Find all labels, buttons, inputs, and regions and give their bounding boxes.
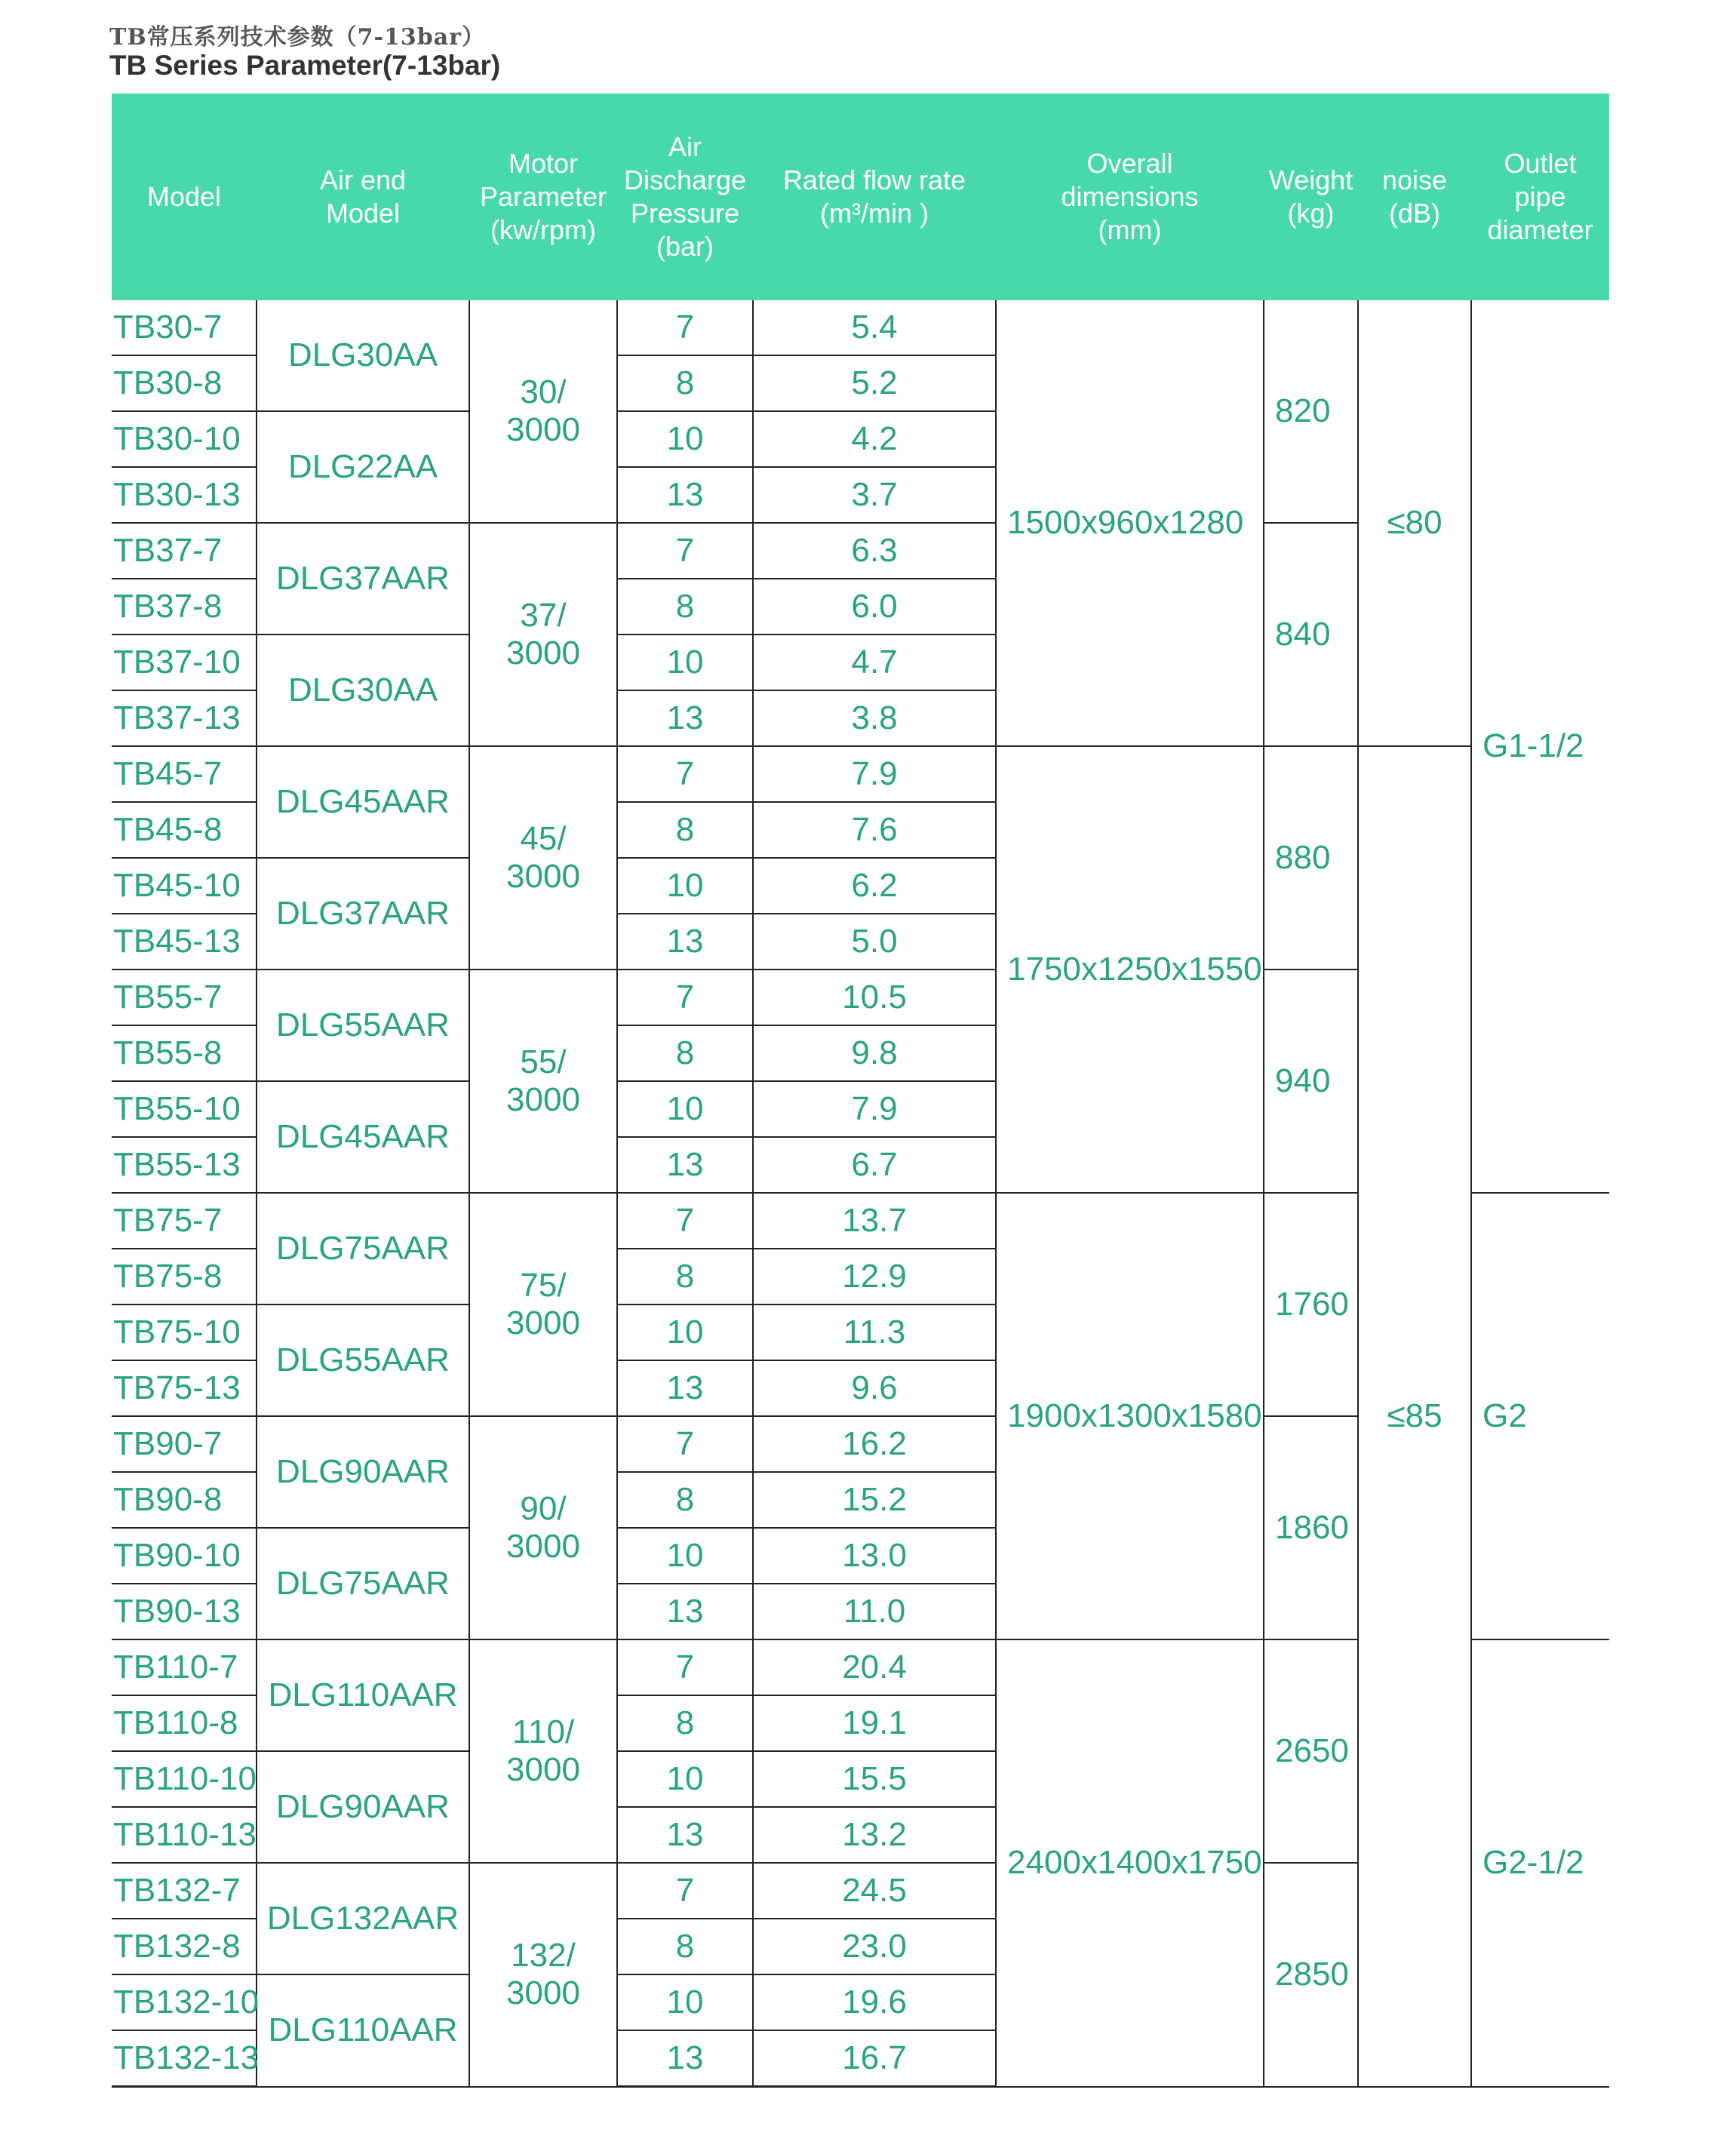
header-line: (m³/min )	[820, 198, 929, 229]
model-cell: TB132-10	[112, 1974, 257, 2030]
flow-rate-cell: 6.3	[753, 523, 996, 579]
model-cell: TB132-8	[112, 1919, 257, 1974]
weight-cell: 1860	[1264, 1416, 1358, 1639]
header-line: Rated flow rate	[782, 164, 966, 195]
header-discharge-pressure	[617, 94, 753, 300]
motor-parameter-cell	[469, 300, 617, 523]
pressure-cell: 7	[617, 1416, 753, 1472]
weight-cell: 940	[1264, 970, 1358, 1193]
outlet-diameter-cell: G2	[1471, 1193, 1609, 1639]
pressure-cell: 13	[617, 1807, 753, 1863]
pressure-cell: 13	[617, 1360, 753, 1416]
flow-rate-cell: 3.8	[753, 690, 996, 746]
dimensions-cell: 1900x1300x1580	[996, 1193, 1264, 1639]
model-cell: TB110-8	[112, 1695, 257, 1751]
air-end-cell: DLG22AA	[257, 411, 469, 523]
model-cell: TB45-13	[112, 914, 257, 970]
table-row	[112, 746, 1609, 802]
pressure-cell: 10	[617, 635, 753, 690]
header-model	[112, 94, 257, 300]
model-cell: TB55-10	[112, 1081, 257, 1137]
flow-rate-cell: 6.0	[753, 579, 996, 635]
flow-rate-cell: 15.5	[753, 1751, 996, 1807]
noise-cell: ≤85	[1358, 746, 1471, 2087]
model-cell: TB45-8	[112, 802, 257, 858]
weight-cell: 2850	[1264, 1863, 1358, 2087]
table-body	[112, 300, 1609, 2087]
pressure-cell: 8	[617, 1249, 753, 1304]
weight-cell: 840	[1264, 523, 1358, 746]
motor-parameter-cell	[469, 970, 617, 1193]
pressure-cell: 10	[617, 1081, 753, 1137]
motor-parameter-line: 3000	[506, 411, 580, 448]
model-cell: TB30-10	[112, 411, 257, 467]
air-end-cell: DLG132AAR	[257, 1863, 469, 1974]
pressure-cell: 13	[617, 1137, 753, 1193]
pressure-cell: 10	[617, 1304, 753, 1360]
pressure-cell: 8	[617, 1472, 753, 1528]
noise-cell: ≤80	[1358, 300, 1471, 746]
model-cell: TB75-8	[112, 1249, 257, 1304]
pressure-cell: 10	[617, 1751, 753, 1807]
model-cell: TB75-13	[112, 1360, 257, 1416]
outlet-diameter-cell: G1-1/2	[1471, 300, 1609, 1193]
motor-parameter-cell	[469, 523, 617, 746]
model-cell: TB90-8	[112, 1472, 257, 1528]
motor-parameter-line: 132/	[511, 1937, 576, 1974]
model-cell: TB30-13	[112, 467, 257, 523]
model-cell: TB110-7	[112, 1639, 257, 1695]
pressure-cell: 7	[617, 1193, 753, 1249]
flow-rate-cell: 11.3	[753, 1304, 996, 1360]
pressure-cell: 8	[617, 579, 753, 635]
air-end-cell: DLG45AAR	[257, 1081, 469, 1193]
flow-rate-cell: 6.2	[753, 858, 996, 914]
header-line: (mm)	[1098, 214, 1162, 245]
model-cell: TB110-10	[112, 1751, 257, 1807]
model-cell: TB55-7	[112, 970, 257, 1025]
parameter-table	[112, 94, 1609, 2088]
header-line: pipe	[1514, 181, 1566, 212]
header-line: Overall	[1086, 148, 1173, 179]
flow-rate-cell: 5.2	[753, 355, 996, 411]
model-cell: TB45-7	[112, 746, 257, 802]
model-cell: TB45-10	[112, 858, 257, 914]
model-cell: TB55-8	[112, 1025, 257, 1081]
model-cell: TB132-13	[112, 2030, 257, 2087]
flow-rate-cell: 9.8	[753, 1025, 996, 1081]
air-end-cell: DLG55AAR	[257, 1304, 469, 1416]
motor-parameter-line: 55/	[520, 1043, 567, 1080]
flow-rate-cell: 4.2	[753, 411, 996, 467]
air-end-cell: DLG110AAR	[257, 1639, 469, 1751]
motor-parameter-line: 30/	[520, 373, 567, 410]
model-cell: TB75-7	[112, 1193, 257, 1249]
pressure-cell: 7	[617, 746, 753, 802]
flow-rate-cell: 7.6	[753, 802, 996, 858]
pressure-cell: 10	[617, 1528, 753, 1584]
motor-parameter-line: 3000	[506, 635, 580, 671]
motor-parameter-cell	[469, 1863, 617, 2087]
pressure-cell: 8	[617, 1025, 753, 1081]
motor-parameter-cell	[469, 1193, 617, 1416]
model-cell: TB37-10	[112, 635, 257, 690]
flow-rate-cell: 19.1	[753, 1695, 996, 1751]
motor-parameter-cell	[469, 1416, 617, 1639]
header-line: (kg)	[1287, 198, 1335, 229]
pressure-cell: 13	[617, 914, 753, 970]
title-chinese: TB常压系列技术参数（7-13bar）	[109, 24, 485, 51]
pressure-cell: 8	[617, 1919, 753, 1974]
model-cell: TB55-13	[112, 1137, 257, 1193]
header-rated-flow	[753, 94, 996, 300]
header-motor-parameter	[469, 94, 617, 300]
motor-parameter-line: 3000	[506, 1751, 580, 1788]
air-end-cell: DLG30AA	[257, 300, 469, 411]
air-end-cell: DLG90AAR	[257, 1416, 469, 1528]
model-cell: TB90-10	[112, 1528, 257, 1584]
air-end-cell: DLG90AAR	[257, 1751, 469, 1863]
pressure-cell: 7	[617, 1863, 753, 1919]
flow-rate-cell: 5.0	[753, 914, 996, 970]
flow-rate-cell: 10.5	[753, 970, 996, 1025]
header-line: Air	[668, 131, 702, 162]
air-end-cell: DLG75AAR	[257, 1528, 469, 1639]
motor-parameter-line: 45/	[520, 820, 567, 857]
weight-cell: 2650	[1264, 1639, 1358, 1863]
model-cell: TB132-7	[112, 1863, 257, 1919]
header-noise	[1358, 94, 1471, 300]
model-cell: TB37-7	[112, 523, 257, 579]
flow-rate-cell: 13.0	[753, 1528, 996, 1584]
pressure-cell: 13	[617, 1584, 753, 1639]
motor-parameter-line: 3000	[506, 1081, 580, 1118]
header-line: dimensions	[1061, 181, 1199, 212]
header-row	[112, 94, 1609, 300]
air-end-cell: DLG30AA	[257, 635, 469, 746]
header-line: Weight	[1268, 164, 1353, 195]
air-end-cell: DLG55AAR	[257, 970, 469, 1081]
pressure-cell: 8	[617, 1695, 753, 1751]
air-end-cell: DLG45AAR	[257, 746, 469, 858]
pressure-cell: 8	[617, 355, 753, 411]
header-line: Air end	[319, 164, 407, 195]
flow-rate-cell: 3.7	[753, 467, 996, 523]
dimensions-cell: 1500x960x1280	[996, 300, 1264, 746]
pressure-cell: 13	[617, 467, 753, 523]
table-row	[112, 300, 1609, 355]
flow-rate-cell: 16.7	[753, 2030, 996, 2087]
flow-rate-cell: 9.6	[753, 1360, 996, 1416]
flow-rate-cell: 4.7	[753, 635, 996, 690]
header-weight	[1264, 94, 1358, 300]
flow-rate-cell: 16.2	[753, 1416, 996, 1472]
flow-rate-cell: 20.4	[753, 1639, 996, 1695]
motor-parameter-line: 3000	[506, 1528, 580, 1565]
header-line: noise	[1381, 164, 1448, 195]
header-outlet-diameter	[1471, 94, 1609, 300]
dimensions-cell: 2400x1400x1750	[996, 1639, 1264, 2087]
model-cell: TB90-13	[112, 1584, 257, 1639]
motor-parameter-line: 75/	[520, 1267, 567, 1304]
motor-parameter-cell	[469, 746, 617, 970]
flow-rate-cell: 7.9	[753, 1081, 996, 1137]
model-cell: TB75-10	[112, 1304, 257, 1360]
header-line: (dB)	[1388, 198, 1440, 229]
weight-cell: 880	[1264, 746, 1358, 970]
model-cell: TB30-8	[112, 355, 257, 411]
header-air-end-model	[257, 94, 469, 300]
model-cell: TB90-7	[112, 1416, 257, 1472]
header-line: Model	[325, 198, 401, 229]
pressure-cell: 10	[617, 858, 753, 914]
air-end-cell: DLG37AAR	[257, 858, 469, 970]
air-end-cell: DLG110AAR	[257, 1974, 469, 2087]
header-overall-dimensions	[996, 94, 1264, 300]
header-line: Discharge	[623, 164, 747, 195]
pressure-cell: 7	[617, 300, 753, 355]
pressure-cell: 7	[617, 970, 753, 1025]
header-line: Model	[146, 181, 222, 212]
header-line: (kw/rpm)	[490, 214, 596, 245]
flow-rate-cell: 15.2	[753, 1472, 996, 1528]
flow-rate-cell: 6.7	[753, 1137, 996, 1193]
header-line: diameter	[1487, 214, 1593, 245]
pressure-cell: 10	[617, 1974, 753, 2030]
flow-rate-cell: 12.9	[753, 1249, 996, 1304]
pressure-cell: 10	[617, 411, 753, 467]
dimensions-cell: 1750x1250x1550	[996, 746, 1264, 1193]
weight-cell: 820	[1264, 300, 1358, 523]
weight-cell: 1760	[1264, 1193, 1358, 1416]
pressure-cell: 13	[617, 690, 753, 746]
title-english: TB Series Parameter(7-13bar)	[109, 50, 501, 81]
motor-parameter-line: 3000	[506, 858, 580, 895]
flow-rate-cell: 19.6	[753, 1974, 996, 2030]
flow-rate-cell: 7.9	[753, 746, 996, 802]
model-cell: TB110-13	[112, 1807, 257, 1863]
motor-parameter-cell	[469, 1639, 617, 1863]
header-line: (bar)	[656, 231, 714, 262]
flow-rate-cell: 13.2	[753, 1807, 996, 1863]
outlet-diameter-cell: G2-1/2	[1471, 1639, 1609, 2087]
motor-parameter-line: 110/	[512, 1713, 575, 1750]
model-cell: TB37-8	[112, 579, 257, 635]
pressure-cell: 8	[617, 802, 753, 858]
air-end-cell: DLG37AAR	[257, 523, 469, 635]
model-cell: TB37-13	[112, 690, 257, 746]
flow-rate-cell: 23.0	[753, 1919, 996, 1974]
flow-rate-cell: 13.7	[753, 1193, 996, 1249]
model-cell: TB30-7	[112, 300, 257, 355]
flow-rate-cell: 5.4	[753, 300, 996, 355]
flow-rate-cell: 24.5	[753, 1863, 996, 1919]
air-end-cell: DLG75AAR	[257, 1193, 469, 1304]
flow-rate-cell: 11.0	[753, 1584, 996, 1639]
motor-parameter-line: 3000	[506, 1304, 580, 1341]
pressure-cell: 13	[617, 2030, 753, 2087]
motor-parameter-line: 3000	[506, 1974, 580, 2012]
motor-parameter-line: 37/	[520, 597, 567, 634]
header-line: Motor	[508, 148, 579, 179]
header-line: Parameter	[479, 181, 607, 212]
header-line: Outlet	[1504, 148, 1577, 179]
pressure-cell: 7	[617, 523, 753, 579]
header-line: Pressure	[630, 198, 740, 229]
pressure-cell: 7	[617, 1639, 753, 1695]
motor-parameter-line: 90/	[520, 1490, 567, 1527]
